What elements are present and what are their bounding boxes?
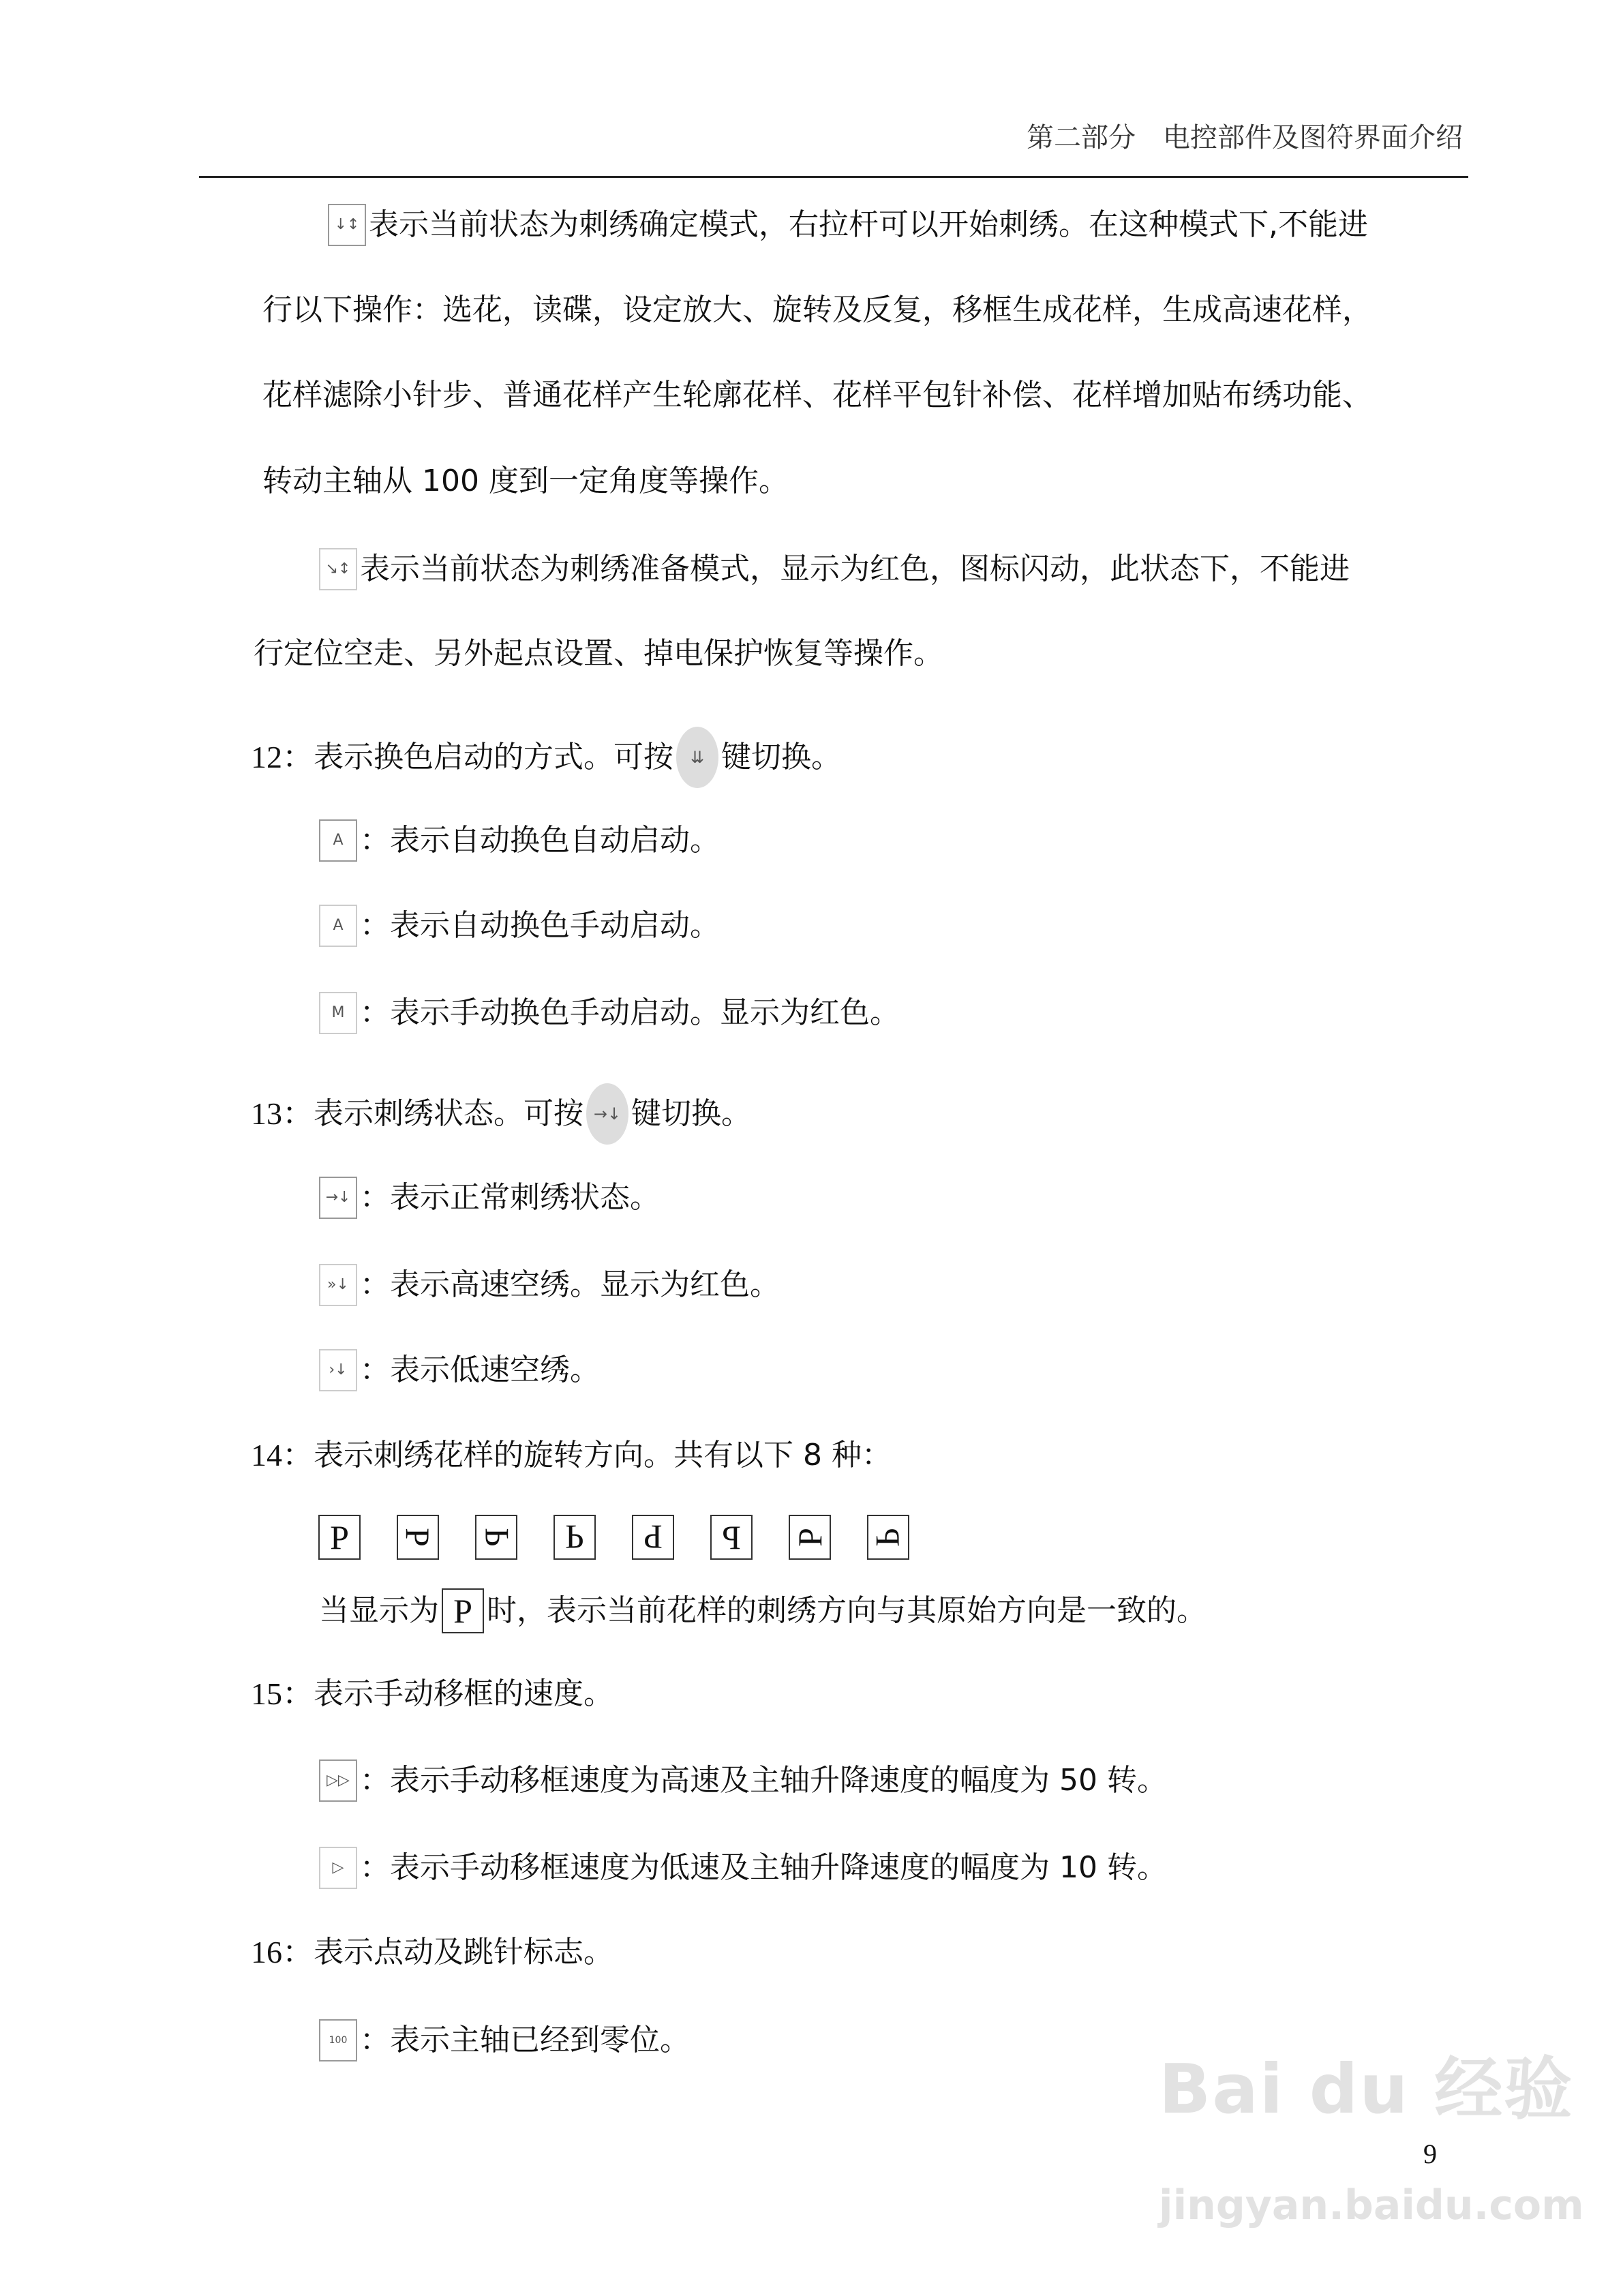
text: 行以下操作：选花，读碟，设定放大、旋转及反复，移框生成花样，生成高速花样， (262, 292, 1372, 327)
page-number: 9 (1423, 2139, 1437, 2169)
text: 表示当前状态为刺绣准备模式，显示为红色，图标闪动，此状态下，不能进 (360, 552, 1350, 586)
item-12 (251, 727, 841, 788)
text: 键切换。 (721, 740, 841, 774)
text: 键切换。 (631, 1096, 751, 1131)
high-speed-idle-icon: »↓ (319, 1264, 357, 1306)
play-slow-icon: ▷ (319, 1847, 357, 1889)
paragraph-line (254, 633, 943, 674)
text: ：表示手动移框速度为低速及主轴升降速度的幅度为 10 转。 (360, 1850, 1167, 1885)
embroidery-ready-icon: ↘↕ (319, 548, 357, 590)
text: 表示换色启动的方式。可按 (314, 740, 673, 774)
header-rule (199, 176, 1468, 178)
auto-change-manual-start-icon: A (319, 905, 357, 947)
sub-item (319, 1759, 1167, 1802)
item-number: 15： (251, 1676, 314, 1711)
item-16 (251, 1932, 613, 1973)
text: 花样滤除小针步、普通花样产生轮廓花样、花样平包针补偿、花样增加贴布绣功能、 (262, 378, 1372, 412)
sub-item (319, 2019, 690, 2061)
rotation-90-icon: P (399, 1528, 437, 1547)
paragraph-line (319, 548, 1350, 590)
text: 行定位空走、另外起点设置、掉电保护恢复等操作。 (254, 636, 943, 671)
rotation-note (319, 1588, 1207, 1633)
normal-embroidery-icon: →↓ (319, 1177, 357, 1219)
text: ：表示自动换色手动启动。 (360, 908, 720, 943)
rotation-270-icon: P (791, 1528, 829, 1547)
text: 当显示为 (319, 1593, 439, 1628)
rotation-90-mirror-icon: P (477, 1528, 515, 1547)
watermark-url: jingyan.baidu.com (1159, 2181, 1584, 2229)
item-number: 16： (251, 1935, 314, 1969)
text: ：表示手动移框速度为高速及主轴升降速度的幅度为 50 转。 (360, 1763, 1167, 1798)
sub-item (319, 1349, 600, 1391)
sub-item (319, 819, 720, 862)
paragraph-line (328, 204, 1368, 246)
text: ：表示正常刺绣状态。 (360, 1180, 660, 1215)
rotation-180-icon: P (643, 1518, 663, 1556)
rotation-0-icon: P (318, 1515, 361, 1560)
item-15 (251, 1674, 613, 1715)
text: 表示刺绣花样的旋转方向。共有以下 8 种： (314, 1438, 892, 1472)
rotation-flip-icon: P (565, 1518, 584, 1556)
embroidery-confirm-icon: ↓↕ (328, 204, 366, 246)
rotation-270-mirror-icon: P (869, 1528, 907, 1547)
low-speed-idle-icon: ›↓ (319, 1349, 357, 1391)
rotation-0-icon: P (442, 1588, 484, 1633)
sub-item (319, 1264, 780, 1306)
spindle-zero-icon: 100 (319, 2019, 357, 2061)
text: 表示点动及跳针标志。 (314, 1935, 613, 1969)
item-13 (251, 1083, 751, 1145)
paragraph-line (262, 290, 1372, 331)
item-number: 14： (251, 1438, 314, 1472)
rotation-mirror-icon: P (722, 1518, 741, 1556)
text: ：表示自动换色自动启动。 (360, 823, 720, 858)
item-14 (251, 1435, 892, 1476)
running-header: 第二部分 电控部件及图符界面介绍 (1027, 122, 1463, 153)
text: 表示刺绣状态。可按 (314, 1096, 583, 1131)
text: 转动主轴从 100 度到一定角度等操作。 (262, 464, 789, 498)
text: ：表示低速空绣。 (360, 1353, 600, 1387)
text: 表示手动移框的速度。 (314, 1676, 613, 1711)
text: 表示当前状态为刺绣确定模式，右拉杆可以开始刺绣。在这种模式下,不能进 (369, 207, 1368, 242)
sub-item (319, 905, 720, 947)
color-change-key-icon: ⇊ (676, 727, 718, 788)
item-number: 12： (251, 740, 314, 774)
paragraph-line (262, 375, 1372, 416)
manual-change-manual-start-icon: M (319, 992, 357, 1034)
watermark-logo: Bai du 经验 (1159, 2049, 1574, 2129)
sub-item (319, 1177, 660, 1219)
sub-item (319, 1847, 1167, 1889)
text: ：表示高速空绣。显示为红色。 (360, 1267, 780, 1302)
embroidery-state-key-icon: →↓ (586, 1083, 628, 1145)
text: ：表示主轴已经到零位。 (360, 2023, 690, 2057)
item-number: 13： (251, 1096, 314, 1131)
auto-change-auto-start-icon: A (319, 819, 357, 862)
text: 时，表示当前花样的刺绣方向与其原始方向是一致的。 (487, 1593, 1207, 1628)
paragraph-line (262, 461, 789, 502)
fast-forward-icon: ▷▷ (319, 1759, 357, 1802)
sub-item (319, 992, 900, 1034)
text: ：表示手动换色手动启动。显示为红色。 (360, 995, 900, 1030)
